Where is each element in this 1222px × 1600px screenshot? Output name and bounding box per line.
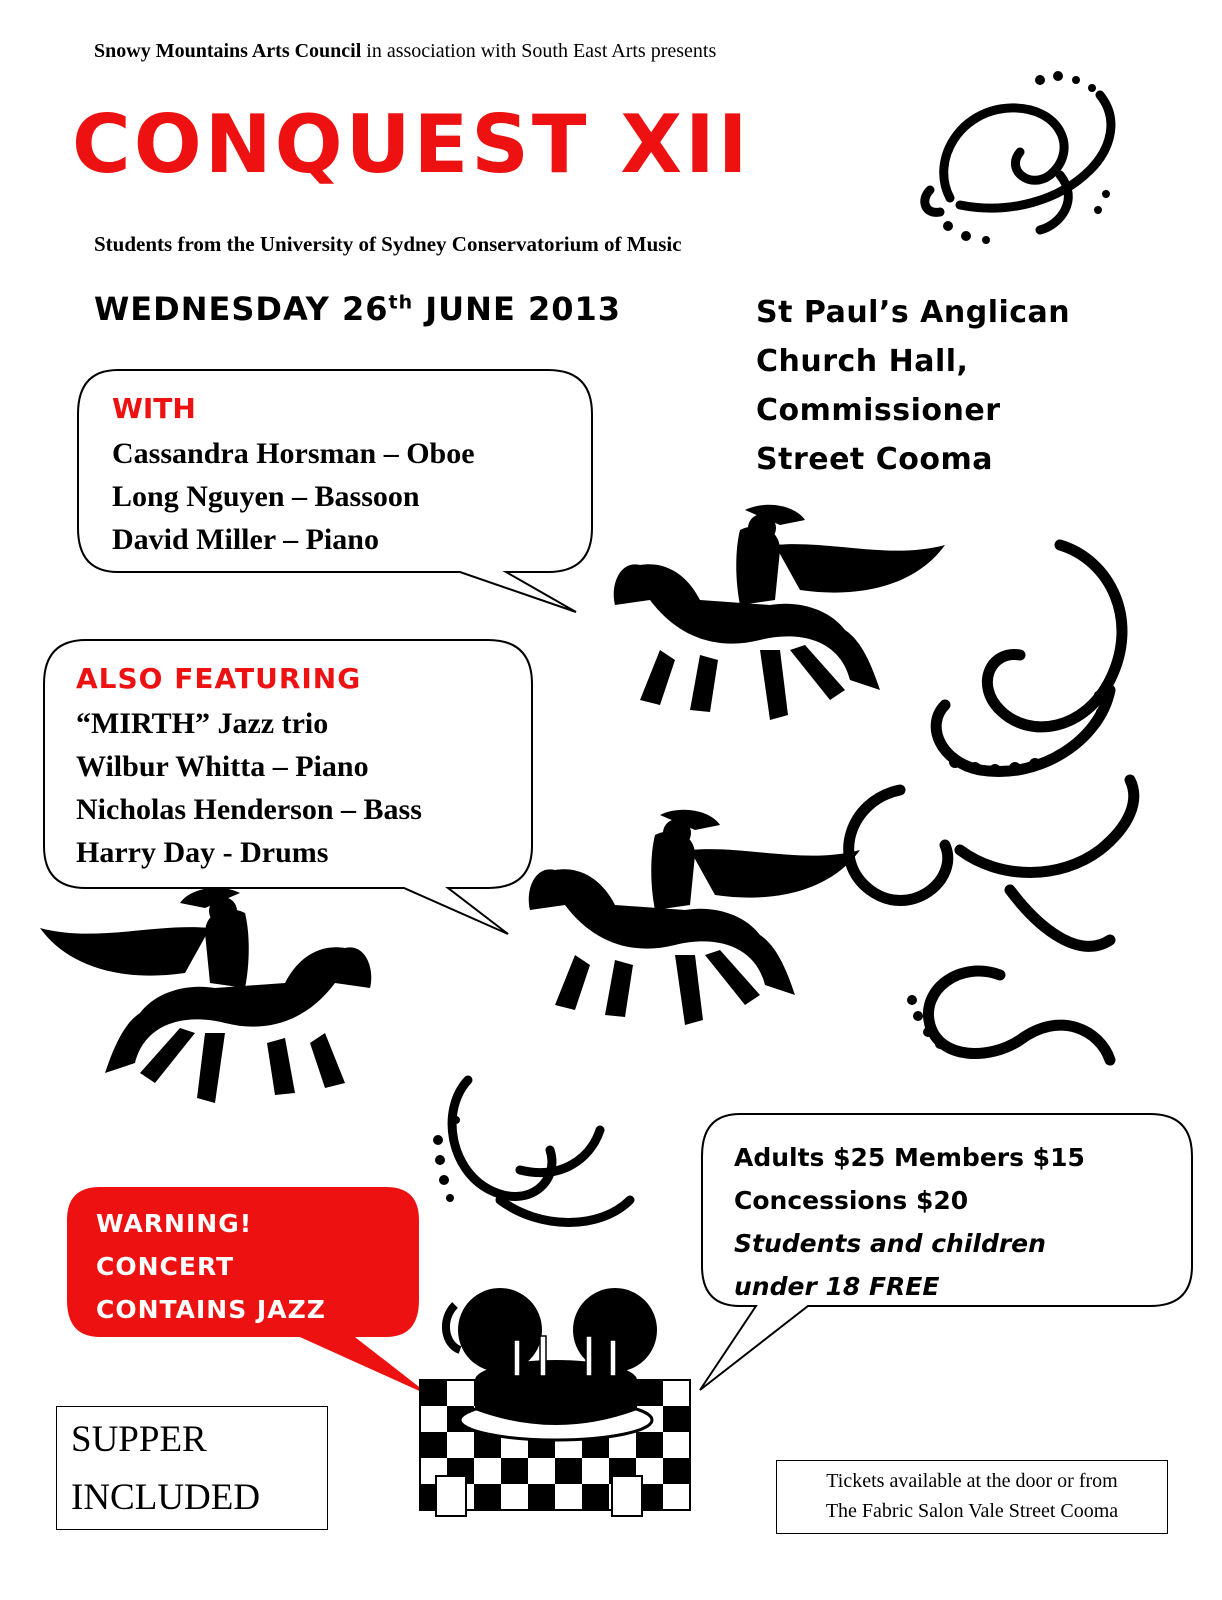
performer-item: Cassandra Horsman – Oboe	[112, 437, 475, 470]
flourish-ornament-top	[925, 95, 1111, 230]
warning-line: WARNING!	[96, 1209, 253, 1238]
flourish-ornament-right	[849, 545, 1134, 1060]
supper-line: SUPPER	[71, 1419, 207, 1460]
tickets-line: The Fabric Salon Vale Street Cooma	[825, 1500, 1119, 1522]
date-rest: JUNE 2013	[425, 290, 621, 328]
price-line: Concessions $20	[734, 1186, 969, 1215]
date-day: WEDNESDAY 26	[94, 290, 389, 328]
venue-line: Commissioner	[756, 393, 1001, 428]
with-performer-list	[112, 432, 475, 561]
event-date	[94, 290, 621, 328]
flourish-ornament-bottom	[452, 1080, 630, 1223]
performer-item: “MIRTH” Jazz trio	[76, 707, 329, 740]
children-birthday-cake-illustration	[420, 1288, 690, 1516]
supper-line: INCLUDED	[71, 1477, 261, 1518]
horse-rider-illustration-middle	[529, 810, 860, 1025]
performer-item: David Miller – Piano	[112, 523, 379, 556]
venue-line: Street Cooma	[756, 442, 993, 477]
ticket-prices	[734, 1136, 1085, 1308]
event-subtitle: Students from the University of Sydney Conservatorium of Music	[94, 232, 682, 256]
tickets-line: Tickets available at the door or from	[826, 1470, 1118, 1492]
supper-included-box	[56, 1406, 328, 1530]
flourish-dots-top	[943, 71, 1110, 244]
with-label: WITH	[112, 392, 196, 425]
venue-line: St Paul’s Anglican	[756, 295, 1071, 330]
presenter-org: Snowy Mountains Arts Council	[94, 40, 362, 62]
presenter-rest: in association with South East Arts presents	[366, 40, 717, 62]
performer-item: Wilbur Whitta – Piano	[76, 750, 369, 783]
event-title: CONQUEST XII	[72, 98, 751, 191]
jazz-warning	[96, 1202, 326, 1331]
ticket-availability-box	[776, 1460, 1168, 1534]
featuring-label: ALSO FEATURING	[76, 662, 362, 695]
horse-rider-illustration-left	[40, 888, 371, 1103]
presenter-line	[94, 40, 716, 63]
horse-rider-illustration-upper	[614, 505, 945, 720]
price-line: Students and children	[734, 1229, 1046, 1258]
featuring-performer-list	[76, 702, 422, 874]
date-suffix: th	[388, 291, 414, 314]
warning-line: CONTAINS JAZZ	[96, 1295, 326, 1324]
venue-line: Church Hall,	[756, 344, 969, 379]
price-line: under 18 FREE	[734, 1272, 940, 1301]
price-line: Adults $25 Members $15	[734, 1143, 1085, 1172]
performer-item: Nicholas Henderson – Bass	[76, 793, 422, 826]
venue-address	[756, 288, 1070, 484]
performer-item: Harry Day - Drums	[76, 836, 329, 869]
warning-line: CONCERT	[96, 1252, 235, 1281]
performer-item: Long Nguyen – Bassoon	[112, 480, 420, 513]
